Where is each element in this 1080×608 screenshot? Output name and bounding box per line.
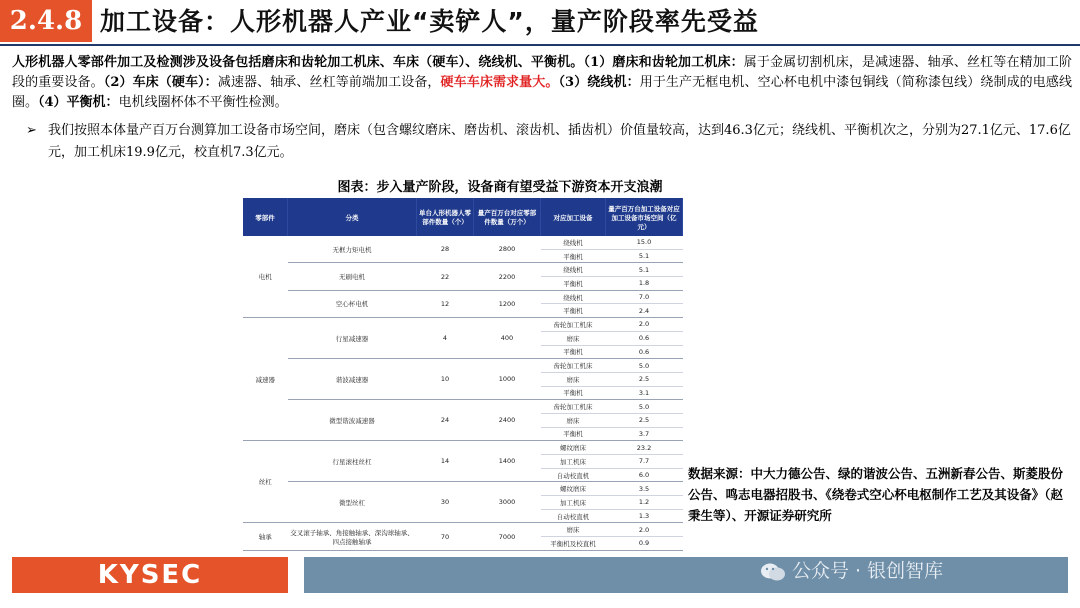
cell-qty-m: 3000 [474, 482, 541, 523]
market-bullet [26, 120, 1072, 164]
cell-part: 减速器 [243, 318, 288, 441]
table-row [243, 290, 683, 304]
cell-qty: 10 [417, 359, 474, 400]
cell-market: 6.0 [606, 468, 683, 482]
cell-qty-m: 7000 [474, 523, 541, 550]
cell-equipment: 平衡机 [541, 386, 606, 400]
grinder-label: （1）磨床和齿轮加工机床： [583, 55, 744, 70]
cell-market: 0.6 [606, 331, 683, 345]
cell-equipment: 绕线机 [541, 236, 606, 249]
table-row [243, 482, 683, 496]
cell-equipment: 平衡机 [541, 304, 606, 318]
intro-lead: 人形机器人零部件加工及检测涉及设备包括磨床和齿轮加工机床、车床（硬车）、绕线机、平衡机。 [12, 55, 584, 70]
cell-equipment: 齿轮加工机床 [541, 318, 606, 332]
col-header-qty-million: 量产百万台对应零部件数量（万个） [474, 198, 541, 236]
kysec-logo: KYSEC [97, 560, 203, 590]
cell-market: 1.8 [606, 277, 683, 291]
cell-market: 2.0 [606, 318, 683, 332]
cell-qty-m: 1200 [474, 290, 541, 317]
cell-equipment: 绕线机 [541, 263, 606, 277]
cell-cat: 行星减速器 [288, 318, 417, 359]
wechat-icon [760, 562, 786, 582]
table-row [243, 400, 683, 414]
table-row [243, 263, 683, 277]
footer-bar [304, 557, 1068, 593]
cell-qty: 28 [417, 236, 474, 263]
cell-market: 7.0 [606, 290, 683, 304]
cell-cat: 无刷电机 [288, 263, 417, 290]
cell-equipment: 自动校直机 [541, 509, 606, 523]
lathe-highlight: 硬车车床需求量大。 [440, 75, 559, 90]
cell-cat: 空心杯电机 [288, 290, 417, 317]
cell-qty-m: 1400 [474, 441, 541, 482]
cell-qty: 24 [417, 400, 474, 441]
cell-qty: 4 [417, 318, 474, 359]
header-divider [0, 44, 1080, 46]
cell-market: 5.0 [606, 400, 683, 414]
cell-equipment: 磨床 [541, 331, 606, 345]
intro-paragraph [12, 53, 1072, 113]
cell-equipment: 加工机床 [541, 455, 606, 469]
balancer-label: （4）平衡机： [38, 95, 119, 110]
source-note: 数据来源：中大力德公告、绿的谐波公告、五洲新春公告、斯菱股份公告、鸣志电器招股书、《绕卷式空心杯电枢制作工艺及其设备》（赵秉生等）、开源证券研究所 [688, 466, 1064, 523]
cell-qty: 14 [417, 441, 474, 482]
cell-equipment: 平衡机 [541, 249, 606, 263]
page-title: 加工设备：人形机器人产业“卖铲人”，量产阶段率先受益 [100, 7, 759, 36]
table-title: 图表：步入量产阶段，设备商有望受益下游资本开支浪潮 [337, 180, 663, 195]
cell-cat: 微型谐波减速器 [288, 400, 417, 441]
cell-market: 1.2 [606, 496, 683, 510]
grinder-text: 属于金属切割机床，是减速器、轴承、丝杠等在精加工阶段的重要设备。 [12, 55, 1072, 90]
table-row [243, 523, 683, 537]
table-row [243, 318, 683, 332]
cell-equipment: 平衡机及校直机 [541, 537, 606, 551]
lathe-text: 减速器、轴承、丝杠等前端加工设备， [217, 75, 441, 90]
cell-equipment: 自动校直机 [541, 468, 606, 482]
watermark-text: 公众号 · 银创智库 [792, 560, 944, 582]
cell-market: 3.1 [606, 386, 683, 400]
col-header-qty: 单台人形机器人零部件数量（个） [417, 198, 474, 236]
cell-equipment: 齿轮加工机床 [541, 400, 606, 414]
cell-equipment: 磨床 [541, 523, 606, 537]
cell-qty-m: 1000 [474, 359, 541, 400]
cell-equipment: 平衡机 [541, 277, 606, 291]
cell-qty-m: 2400 [474, 400, 541, 441]
arrow-bullet-icon: ➢ [26, 123, 37, 138]
col-header-part: 零部件 [243, 198, 288, 236]
cell-market: 3.7 [606, 427, 683, 441]
cell-equipment: 磨床 [541, 372, 606, 386]
page-header [0, 0, 1080, 46]
col-header-market: 量产百万台加工设备对应加工设备市场空间（亿元） [606, 198, 683, 236]
lathe-label: （2）车床（硬车）： [103, 75, 218, 90]
cell-market: 2.0 [606, 523, 683, 537]
cell-equipment: 平衡机 [541, 427, 606, 441]
cell-equipment: 绕线机 [541, 290, 606, 304]
cell-cat: 微型丝杠 [288, 482, 417, 523]
cell-qty-m: 400 [474, 318, 541, 359]
cell-market: 5.0 [606, 359, 683, 373]
cell-qty: 22 [417, 263, 474, 290]
col-header-equipment: 对应加工设备 [541, 198, 606, 236]
cell-qty: 30 [417, 482, 474, 523]
col-header-category: 分类 [288, 198, 417, 236]
cell-equipment: 磨床 [541, 413, 606, 427]
cell-market: 2.5 [606, 413, 683, 427]
table-row [243, 441, 683, 455]
table-header-row [243, 198, 683, 236]
cell-part: 丝杠 [243, 441, 288, 523]
section-number: 2.4.8 [0, 0, 92, 42]
cell-market: 2.5 [606, 372, 683, 386]
cell-qty-m: 2800 [474, 236, 541, 263]
equipment-table [243, 198, 683, 551]
bullet-text: 我们按照本体量产百万台测算加工设备市场空间，磨床（包含螺纹磨床、磨齿机、滚齿机、插齿机）价值量较高，达到46.3亿元；绕线机、平衡机次之，分别为27.1亿元、17.6亿元，加工机床19.9亿元，校直机7.3亿元。 [48, 123, 1071, 160]
cell-equipment: 螺纹磨床 [541, 482, 606, 496]
cell-equipment: 螺纹磨床 [541, 441, 606, 455]
cell-market: 23.2 [606, 441, 683, 455]
cell-cat: 行星滚柱丝杠 [288, 441, 417, 482]
cell-market: 0.6 [606, 345, 683, 359]
cell-qty: 12 [417, 290, 474, 317]
footer-logo-box [12, 557, 288, 593]
winder-text: 用于生产无框电机、空心杯电机中漆包铜线（简称漆包线）绕制成的电感线圈。 [12, 75, 1072, 110]
table-row [243, 236, 683, 249]
cell-market: 15.0 [606, 236, 683, 249]
table-row [243, 359, 683, 373]
cell-market: 7.7 [606, 455, 683, 469]
watermark [760, 556, 943, 586]
cell-qty: 70 [417, 523, 474, 550]
cell-market: 5.1 [606, 249, 683, 263]
cell-market: 3.5 [606, 482, 683, 496]
cell-equipment: 加工机床 [541, 496, 606, 510]
cell-part: 轴承 [243, 523, 288, 550]
cell-market: 2.4 [606, 304, 683, 318]
cell-cat: 谐波减速器 [288, 359, 417, 400]
balancer-text: 电机线圈杯体不平衡性检测。 [118, 95, 288, 110]
cell-cat: 无框力矩电机 [288, 236, 417, 263]
cell-part: 电机 [243, 236, 288, 318]
cell-equipment: 平衡机 [541, 345, 606, 359]
winder-label: （3）绕线机： [558, 75, 640, 90]
cell-equipment: 齿轮加工机床 [541, 359, 606, 373]
cell-market: 5.1 [606, 263, 683, 277]
cell-qty-m: 2200 [474, 263, 541, 290]
cell-market: 1.3 [606, 509, 683, 523]
cell-cat: 交叉滚子轴承、角接触轴承、深沟球轴承、四点接触轴承 [288, 523, 417, 550]
cell-market: 0.9 [606, 537, 683, 551]
